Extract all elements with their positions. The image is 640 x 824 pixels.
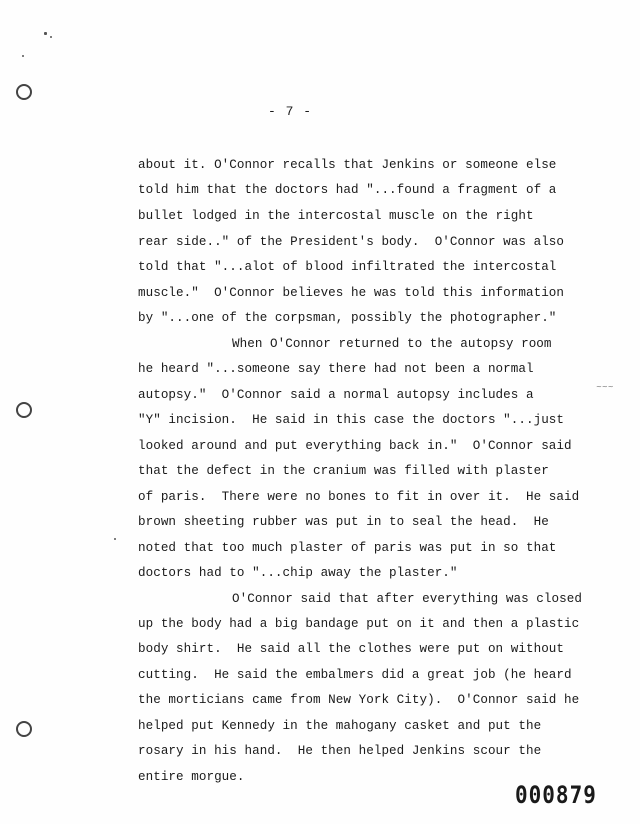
body-line: about it. O'Connor recalls that Jenkins or someone else [138, 158, 557, 172]
scan-speck [114, 538, 116, 540]
body-line: told him that the doctors had "...found a fragment of a [138, 183, 557, 197]
body-line: entire morgue. [138, 770, 245, 784]
punch-hole-bottom [16, 721, 32, 737]
margin-mark: ~~~ [596, 383, 614, 391]
scan-speck [22, 55, 24, 57]
body-line: rosary in his hand. He then helped Jenkins scour the [138, 744, 542, 758]
body-line: helped put Kennedy in the mahogany casket and put the [138, 719, 542, 733]
body-line: muscle." O'Connor believes he was told this information [138, 286, 565, 300]
body-line: noted that too much plaster of paris was put in so that [138, 541, 557, 555]
body-line: of paris. There were no bones to fit in over it. He said [138, 490, 580, 504]
body-line: rear side.." of the President's body. O'Connor was also [138, 235, 565, 249]
body-line: looked around and put everything back in." O'Connor said [138, 439, 572, 453]
body-line: When O'Connor returned to the autopsy room [232, 337, 552, 351]
body-line: bullet lodged in the intercostal muscle on the right [138, 209, 534, 223]
body-line: doctors had to "...chip away the plaster." [138, 566, 458, 580]
document-id-stamp: 000879 [515, 781, 597, 809]
body-line: told that "...alot of blood infiltrated the intercostal [138, 260, 557, 274]
body-line: O'Connor said that after everything was closed [232, 592, 582, 606]
body-line: up the body had a big bandage put on it and then a plastic [138, 617, 580, 631]
body-line: autopsy." O'Connor said a normal autopsy includes a [138, 388, 534, 402]
body-line: body shirt. He said all the clothes were put on without [138, 642, 565, 656]
body-line: "Y" incision. He said in this case the doctors "...just [138, 413, 565, 427]
body-line: brown sheeting rubber was put in to seal the head. He [138, 515, 549, 529]
scan-speck [50, 36, 52, 38]
body-line: the morticians came from New York City). O'Connor said he [138, 693, 580, 707]
body-line: he heard "...someone say there had not been a normal [138, 362, 534, 376]
body-line: that the defect in the cranium was filled with plaster [138, 464, 549, 478]
body-line: cutting. He said the embalmers did a great job (he heard [138, 668, 572, 682]
scan-speck [44, 32, 47, 35]
punch-hole-top [16, 84, 32, 100]
body-line: by "...one of the corpsman, possibly the photographer." [138, 311, 557, 325]
punch-hole-middle [16, 402, 32, 418]
page-number: - 7 - [268, 104, 313, 119]
